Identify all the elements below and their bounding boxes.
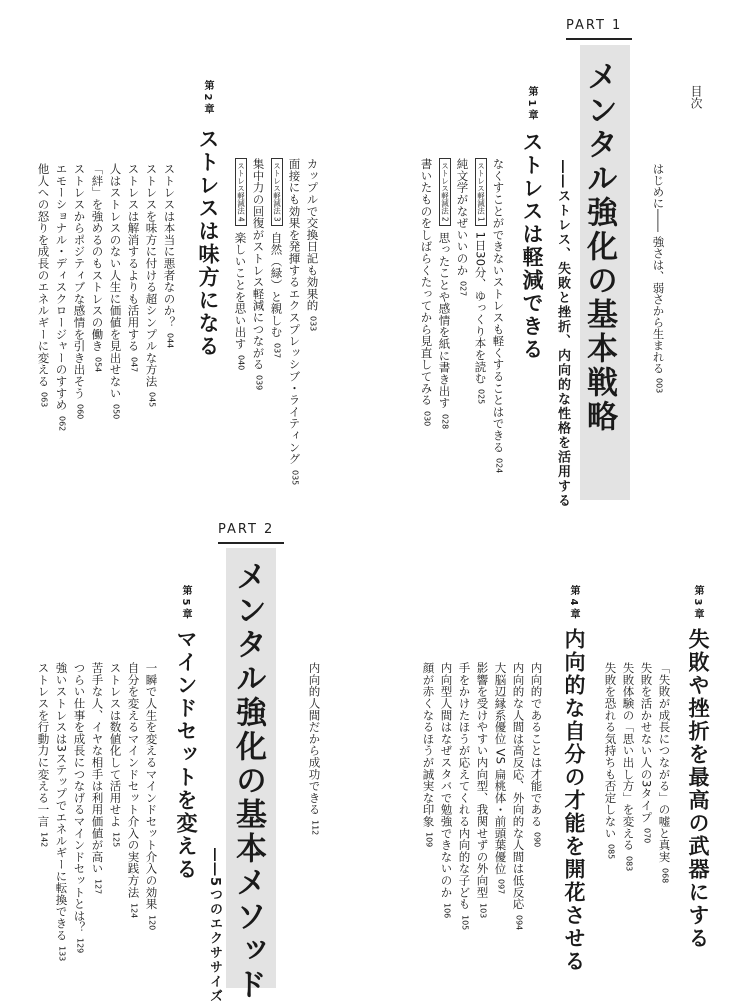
page-number: 025 [476, 389, 486, 405]
chapter4-prefix: 第 4 章 [568, 585, 579, 619]
chapter1-prefix: 第 1 章 [526, 86, 537, 120]
part1-subtitle: ――ストレス、失敗と挫折、内向的な性格を活用する [555, 160, 570, 508]
entry-text: 集中力の回復がストレス軽減につながる [251, 158, 266, 371]
stress-method-tag: ストレス軽減法 3 [271, 158, 283, 226]
page-number: 070 [642, 828, 652, 844]
stress-method-tag: ストレス軽減法 2 [439, 158, 451, 226]
entry-text: 内向型人間はなぜスタバで勉強できないのか [439, 662, 454, 898]
ch5-entry-5[interactable] [73, 662, 85, 954]
entry-text: 大脳辺縁系優位 VS 扁桃体・前頭葉優位 [493, 662, 508, 875]
entry-text: 苦手な人、イヤな相手は利用価値が高い [90, 662, 105, 875]
chapter3-title[interactable]: 失敗や挫折を最高の武器にする [686, 628, 710, 950]
ch1-entry-8[interactable] [270, 158, 283, 358]
chapter5-title[interactable]: マインドセットを変える [174, 628, 198, 881]
entry-text: 面接にも効果を発揮するエクスプレッシブ・ライティング [287, 158, 302, 465]
page-number: 045 [147, 392, 157, 408]
ch2-entry-7[interactable] [55, 163, 67, 431]
page-number: 062 [57, 415, 67, 432]
page-number: 109 [424, 832, 434, 848]
page-number: 024 [494, 458, 504, 474]
chapter1-title[interactable]: ストレスは軽減できる [520, 131, 544, 361]
ch5-entry-2[interactable] [127, 662, 139, 918]
ch5-entry-1[interactable] [145, 662, 157, 930]
ch2-entry-3[interactable] [127, 163, 139, 372]
page-number: 133 [57, 946, 67, 962]
entry-text: なくすことができないストレスも軽くすることはできる [491, 158, 506, 453]
chapter2-title[interactable]: ストレスは味方になる [196, 128, 220, 358]
page-number: 060 [75, 404, 85, 420]
ch1-entry-3[interactable] [456, 158, 468, 296]
entry-text: 顔が赤くなるほうが誠実な印象 [421, 662, 436, 828]
page-number: 003 [654, 377, 664, 393]
page-number: 105 [460, 914, 470, 931]
entry-text: 1日30分、ゆっくり本を読む [473, 231, 488, 385]
entry-text: 「失敗が成長につながる」の嘘と真実 [657, 662, 672, 863]
ch3-entry-4[interactable] [604, 662, 616, 859]
page-number: 097 [496, 879, 506, 895]
ch3-entry-1[interactable] [658, 662, 670, 883]
page-number: 035 [290, 469, 300, 486]
intro-entry[interactable] [652, 163, 664, 393]
ch2-entry-5[interactable] [91, 163, 103, 372]
page-number: 094 [514, 914, 524, 931]
entry-text: 内向的であることは才能である [529, 662, 544, 828]
page-number: 028 [440, 413, 450, 429]
ch5-entry-7[interactable] [37, 662, 49, 847]
ch1-entry-4[interactable] [438, 158, 451, 429]
page-number: 054 [93, 356, 103, 373]
page-number: 129 [75, 938, 85, 954]
entry-text: ストレスは解消するよりも活用する [126, 163, 141, 352]
entry-text: 失敗を恐れる気持ちも否定しない [603, 662, 618, 839]
ch5-entry-6[interactable] [55, 662, 67, 961]
page-number: 037 [272, 342, 282, 359]
page-number: 124 [129, 903, 139, 919]
part2-title: メンタル強化の基本メソッド [230, 560, 266, 1002]
page-number: 083 [624, 855, 634, 872]
ch3-entry-2[interactable] [640, 662, 652, 843]
entry-text: 思ったことや感情を紙に書き出す [437, 231, 452, 409]
ch1-entry-7[interactable] [288, 158, 300, 485]
entry-text: 楽しいことを思い出す [233, 231, 248, 350]
ch5-entry-4[interactable] [91, 662, 103, 895]
page-number: 142 [39, 832, 49, 848]
part2-subtitle: ――5つのエクササイズ [207, 848, 222, 1004]
ch1-entry-6[interactable] [306, 158, 318, 332]
ch1-entry-10[interactable] [234, 158, 247, 370]
page-number: 063 [39, 392, 49, 408]
page-number: 127 [93, 879, 103, 895]
entry-text: エモーショナル・ディスクロージャーのすすめ [54, 163, 69, 411]
part1-title: メンタル強化の基本戦略 [581, 60, 617, 434]
ch2-entry-4[interactable] [109, 163, 121, 419]
part1-label: PART 1 [566, 18, 623, 33]
page-number: 033 [308, 316, 318, 332]
entry-text: 内向的人間だから成功できる [307, 662, 322, 816]
chapter4-title[interactable]: 内向的な自分の才能を開花させる [562, 628, 586, 973]
entry-text: 自分を変えるマインドセット介入の実践方法 [126, 662, 141, 898]
entry-text: 一瞬で人生を変えるマインドセット介入の効果 [144, 662, 159, 910]
entry-text: ストレスを行動力に変える一言 [36, 662, 51, 828]
entry-text: 「絆」を強めるのもストレスの働き [90, 163, 105, 352]
entry-text: 手をかけたほうが応えてくれる内向的な子ども [457, 662, 472, 910]
page-number: 044 [165, 333, 175, 349]
ch4-entry-1[interactable] [530, 662, 542, 847]
page-number: 103 [478, 903, 488, 919]
toc-label: 目次 [689, 85, 703, 109]
entry-text: 自然（緑）と親しむ [269, 231, 284, 338]
page-number: 085 [606, 844, 616, 860]
ch1-entry-5[interactable] [420, 158, 432, 426]
page-number: 112 [310, 820, 320, 836]
page-number: 125 [111, 832, 121, 848]
entry-text: 内向的な人間は高反応、外向的な人間は低反応 [511, 662, 526, 910]
page-number: 106 [442, 903, 452, 919]
ch2-entry-1[interactable] [163, 163, 175, 348]
entry-text: 純文学がなぜいいのか [455, 158, 470, 276]
entry-text: ストレスを味方に付ける超シンプルな方法 [144, 163, 159, 388]
ch3-entry-3[interactable] [622, 662, 634, 871]
entry-text: 失敗体験の「思い出し方」を変える [621, 662, 636, 851]
stress-method-tag: ストレス軽減法 4 [235, 158, 247, 226]
ch4-entry-4[interactable] [476, 662, 488, 918]
entry-text: 失敗を活かせない人の3タイプ [639, 662, 654, 824]
part1-rule [566, 38, 632, 40]
part2-label: PART 2 [218, 522, 275, 537]
ch4-entry-6[interactable] [440, 662, 452, 918]
ch1-entry-9[interactable] [252, 158, 264, 391]
entry-text: ストレスは本当に悪者なのか？ [162, 163, 177, 329]
page-number: 039 [254, 375, 264, 391]
chapter2-prefix: 第 2 章 [202, 80, 213, 114]
page-number: 120 [147, 914, 157, 931]
ch4-entry-5[interactable] [458, 662, 470, 930]
ch5-entry-3[interactable] [109, 662, 121, 847]
entry-text: 人はストレスのない人生に価値を見出せない [108, 163, 123, 399]
entry-text: 他人への怒りを成長のエネルギーに変える [36, 163, 51, 388]
page-number: 047 [129, 356, 139, 373]
entry-text: 書いたものをしばらくたってから見直してみる [419, 158, 434, 406]
ch4-entry-3[interactable] [494, 662, 506, 895]
ch4-entry-7[interactable] [422, 662, 434, 847]
ch1-entry-2[interactable] [474, 158, 487, 405]
entry-text: つらい仕事を成長につなげるマインドセットとは？ [72, 662, 87, 934]
entry-text: 強いストレスは3ステップでエネルギーに転換できる [54, 662, 69, 942]
part2-rule [218, 542, 284, 544]
page-number: 090 [532, 832, 542, 848]
ch4-entry-8[interactable] [308, 662, 320, 836]
chapter3-prefix: 第 3 章 [692, 585, 703, 619]
ch2-entry-6[interactable] [73, 163, 85, 419]
chapter5-prefix: 第 5 章 [180, 585, 191, 619]
entry-text: 影響を受けやすい内向型、我関せずの外向型 [475, 662, 490, 898]
ch2-entry-2[interactable] [145, 163, 157, 407]
entry-text: ストレスからポジティブな感情を引き出そう [72, 163, 87, 399]
ch4-entry-2[interactable] [512, 662, 524, 930]
page-number: 068 [660, 867, 670, 883]
page-number: 050 [111, 404, 121, 420]
intro-text: はじめに―― 強さは、弱さから生まれる [651, 163, 666, 374]
entry-text: ストレスは数値化して活用せよ [108, 662, 123, 828]
stress-method-tag: ストレス軽減法 1 [475, 158, 487, 226]
page-number: 030 [422, 410, 432, 427]
entry-text: カップルで交換日記も効果的 [305, 158, 320, 312]
ch2-entry-8[interactable] [37, 163, 49, 407]
page-number: 027 [458, 281, 468, 297]
page-number: 040 [236, 354, 246, 370]
ch1-entry-1[interactable] [492, 158, 504, 473]
